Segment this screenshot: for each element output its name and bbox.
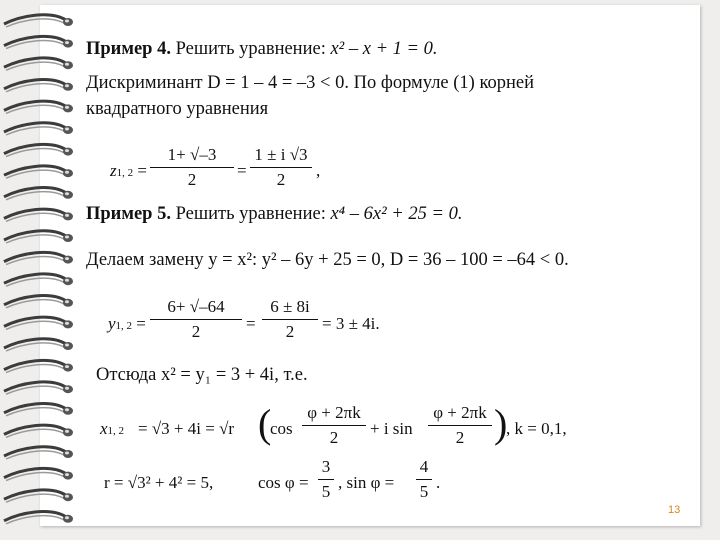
binding-ring xyxy=(4,252,73,264)
binding-ring xyxy=(4,80,73,92)
example-4-label: Пример 4. xyxy=(86,39,171,59)
f3-cos: cos xyxy=(270,419,293,438)
example-5-equation: x⁴ – 6x² + 25 = 0. xyxy=(330,204,463,224)
binding-ring xyxy=(4,468,73,480)
f4-numerator-1: 3 xyxy=(321,457,331,476)
f1-fraction-2 xyxy=(250,146,312,188)
binding-ring xyxy=(4,447,73,459)
binding-ring xyxy=(4,512,73,524)
f3-fraction-2 xyxy=(428,404,492,446)
example-4-text: Решить уравнение: xyxy=(170,39,331,59)
example-4-equation: x² – x + 1 = 0. xyxy=(330,39,438,59)
binding-ring xyxy=(4,360,73,372)
binding-ring xyxy=(4,209,73,221)
f1-numerator-2: 1 ± i √3 xyxy=(254,145,308,164)
f4-fraction-1 xyxy=(318,458,334,500)
binding-ring xyxy=(4,144,73,156)
f2-denominator-2: 2 xyxy=(285,322,295,341)
f3-denominator-1: 2 xyxy=(329,428,339,447)
binding-ring xyxy=(4,490,73,502)
example-5-text: Решить уравнение: xyxy=(170,204,331,224)
f1-lhs: z xyxy=(110,161,117,180)
example-5-line xyxy=(86,205,462,224)
f1-numerator-1: 1+ √–3 xyxy=(167,145,217,164)
f3-mid: + i sin xyxy=(370,419,413,438)
f2-lhs-sub: 1, 2 xyxy=(115,320,133,332)
f1-lhs-sub: 1, 2 xyxy=(116,167,134,179)
f4-numerator-2: 4 xyxy=(419,457,429,476)
spiral-binding xyxy=(0,0,80,540)
f3-root: = √3 + 4i = √r xyxy=(138,419,235,438)
binding-ring xyxy=(4,231,73,243)
substitution-line: Делаем замену y = x²: y² – 6y + 25 = 0, D = 36 – 100 = –64 < 0. xyxy=(86,250,569,270)
f4-denominator-2: 5 xyxy=(419,482,429,501)
f3-tail: , k = 0,1, xyxy=(506,419,567,438)
f1-denominator-1: 2 xyxy=(187,170,197,189)
f4-tail: . xyxy=(436,473,441,492)
f4-sin: , sin φ = xyxy=(338,473,395,492)
f2-fraction-1 xyxy=(150,298,242,340)
f3-numerator-1: φ + 2πk xyxy=(307,403,361,422)
f2-fraction-2 xyxy=(262,298,318,340)
binding-ring xyxy=(4,404,73,416)
f1-denominator-2: 2 xyxy=(276,170,286,189)
binding-ring xyxy=(4,382,73,394)
page-number: 13 xyxy=(668,504,681,516)
discriminant-line: Дискриминант D = 1 – 4 = –3 < 0. По формуле (1) корней xyxy=(86,73,535,93)
binding-ring xyxy=(4,36,73,48)
f2-tail: = 3 ± 4i. xyxy=(322,314,380,333)
hence-line: Отсюда x² = y₁ = 3 + 4i, т.е. xyxy=(96,365,308,385)
f4-cos: cos φ = xyxy=(258,473,309,492)
binding-ring xyxy=(4,317,73,329)
f3-lhs-sub: 1, 2 xyxy=(107,425,125,437)
f1-tail: , xyxy=(316,161,321,180)
example-4-line xyxy=(86,40,438,59)
binding-ring xyxy=(4,101,73,113)
f3-numerator-2: φ + 2πk xyxy=(433,403,487,422)
f2-denominator-1: 2 xyxy=(191,322,201,341)
binding-ring xyxy=(4,296,73,308)
f4-fraction-2 xyxy=(416,458,432,500)
f2-numerator-2: 6 ± 8i xyxy=(270,297,310,316)
f3-denominator-2: 2 xyxy=(455,428,465,447)
f1-fraction-1 xyxy=(150,146,234,188)
binding-ring xyxy=(4,274,73,286)
example-5-label: Пример 5. xyxy=(86,204,171,224)
f4-denominator-1: 5 xyxy=(321,482,331,501)
binding-ring xyxy=(4,339,73,351)
binding-ring xyxy=(4,166,73,178)
binding-ring xyxy=(4,15,73,27)
f4-r: r = √3² + 4² = 5, xyxy=(104,473,214,492)
quadratic-line: квадратного уравнения xyxy=(86,99,269,119)
binding-ring xyxy=(4,123,73,135)
binding-ring xyxy=(4,425,73,437)
f2-lhs: y xyxy=(108,314,116,333)
f3-lhs: x xyxy=(100,419,108,438)
binding-ring xyxy=(4,188,73,200)
f3-fraction-1 xyxy=(302,404,366,446)
f2-numerator-1: 6+ √–64 xyxy=(167,297,225,316)
binding-ring xyxy=(4,58,73,70)
